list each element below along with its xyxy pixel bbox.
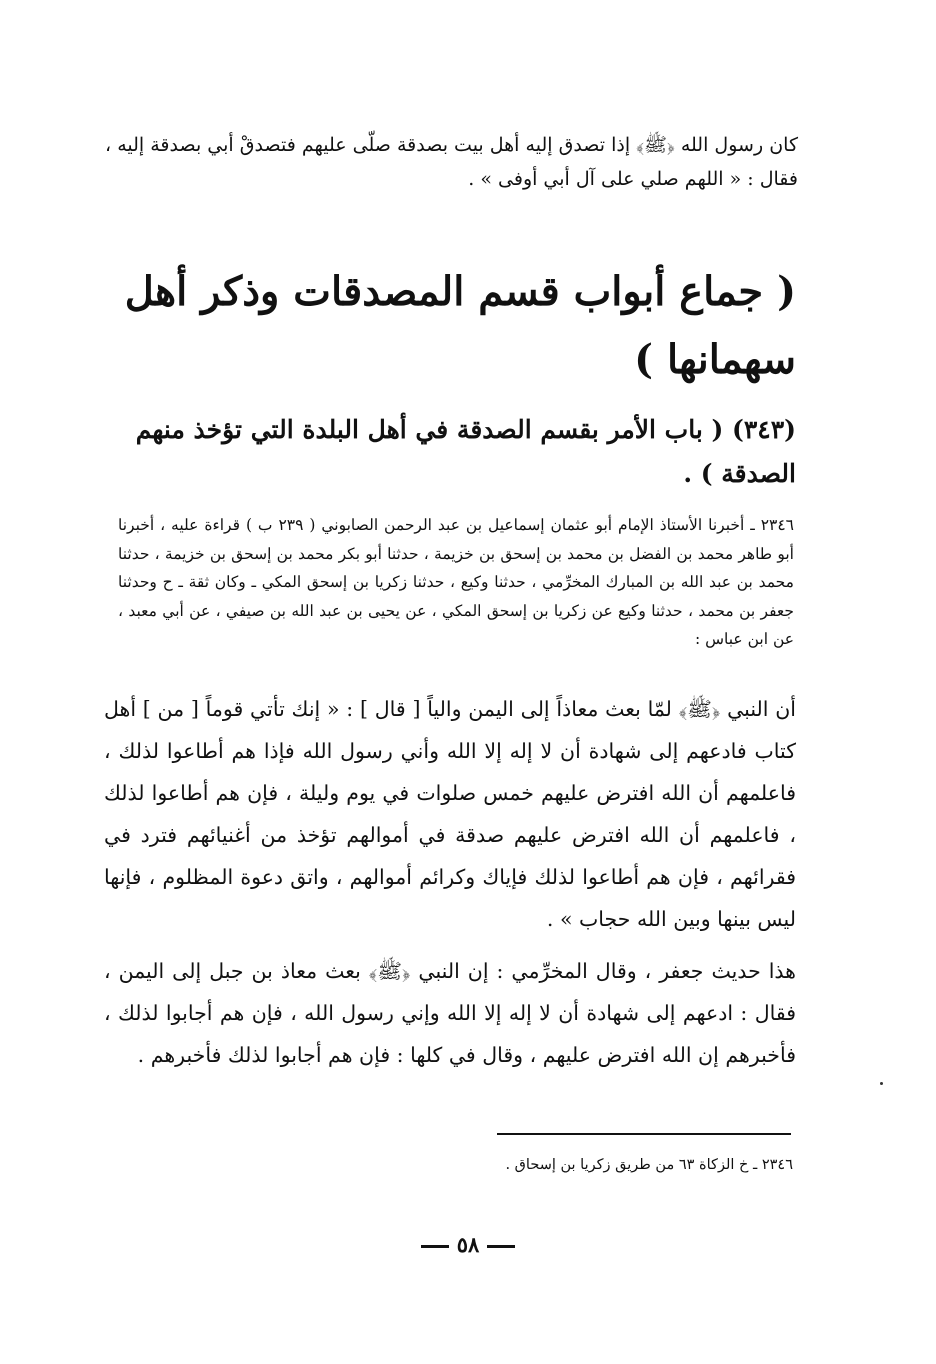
page-number-value: ٥٨ <box>456 1232 480 1257</box>
intro-paragraph: كان رسول الله ﴿ﷺ﴾ إذا تصدق إليه أهل بيت بصدقة صلّى عليهم فتصدقْ أبي بصدقة إليه ، فقال : « اللهم صلي على آل أبي أوفى » . <box>105 134 798 190</box>
page-number <box>368 1232 568 1257</box>
scan-speck <box>880 1082 883 1085</box>
footnote-divider <box>497 1133 791 1135</box>
page-number-dash-left <box>421 1245 449 1248</box>
chapter-title: ( جماع أبواب قسم المصدقات وذكر أهل سهمانها ) <box>124 268 796 383</box>
section-title: (٣٤٣) ( باب الأمر بقسم الصدقة في أهل البلدة التي تؤخذ منهم الصدقة ) . <box>135 415 796 488</box>
page-number-dash-right <box>487 1245 515 1248</box>
commentary-paragraph: هذا حديث جعفر ، وقال المخرِّمي : إن النبي ﴿ﷺ﴾ بعث معاذ بن جبل إلى اليمن ، فقال : ادعهم إلى شهادة أن لا إله إلا الله وإني رسول الله ، فإن هم أجابوا لذلك ، فأخبرهم إن الله افترض عليهم ، وقال في كلها : فإن هم أجابوا لذلك فأخبرهم . <box>104 959 796 1067</box>
hadith-paragraph: أن النبي ﴿ﷺ﴾ لمّا بعث معاذاً إلى اليمن والياً [ قال ] : « إنك تأتي قوماً [ من ] أهل كتاب فادعهم إلى شهادة أن لا إله إلا الله وأني رسول الله فإذا هم أطاعوا لذلك ، فاعلمهم أن الله افترض عليهم خمس صلوات في يوم وليلة ، فإن هم أطاعوا لذلك ، فاعلمهم أن الله افترض عليهم صدقة في أموالهم تؤخذ من أغنيائهم فترد في فقرائهم ، فإن هم أطاعوا لذلك فإياك وكرائم أموالهم ، واتق دعوة المظلوم ، فإنها ليس بينها وبين الله حجاب » . <box>104 697 796 931</box>
isnad-paragraph: ٢٣٤٦ ـ أخبرنا الأستاذ الإمام أبو عثمان إسماعيل بن عبد الرحمن الصابوني ( ٢٣٩ ب ) قراءة عليه ، أخبرنا أبو طاهر محمد بن الفضل بن محمد بن إسحق بن خزيمة ، حدثنا أبو بكر محمد بن إسحق بن خزيمة ، حدثنا محمد بن عبد الله بن المبارك المخرِّمي ، حدثنا وكيع ، حدثنا زكريا بن إسحق المكي ـ وكان ثقة ـ ح وحدثنا جعفر بن محمد ، حدثنا وكيع عن زكريا بن إسحق المكي ، عن يحيى بن عبد الله بن صيفي ، عن أبي معبد ، عن ابن عباس : <box>118 516 794 648</box>
footnote: ٢٣٤٦ ـ خ الزكاة ٦٣ من طريق زكريا بن إسحاق . <box>505 1157 793 1173</box>
